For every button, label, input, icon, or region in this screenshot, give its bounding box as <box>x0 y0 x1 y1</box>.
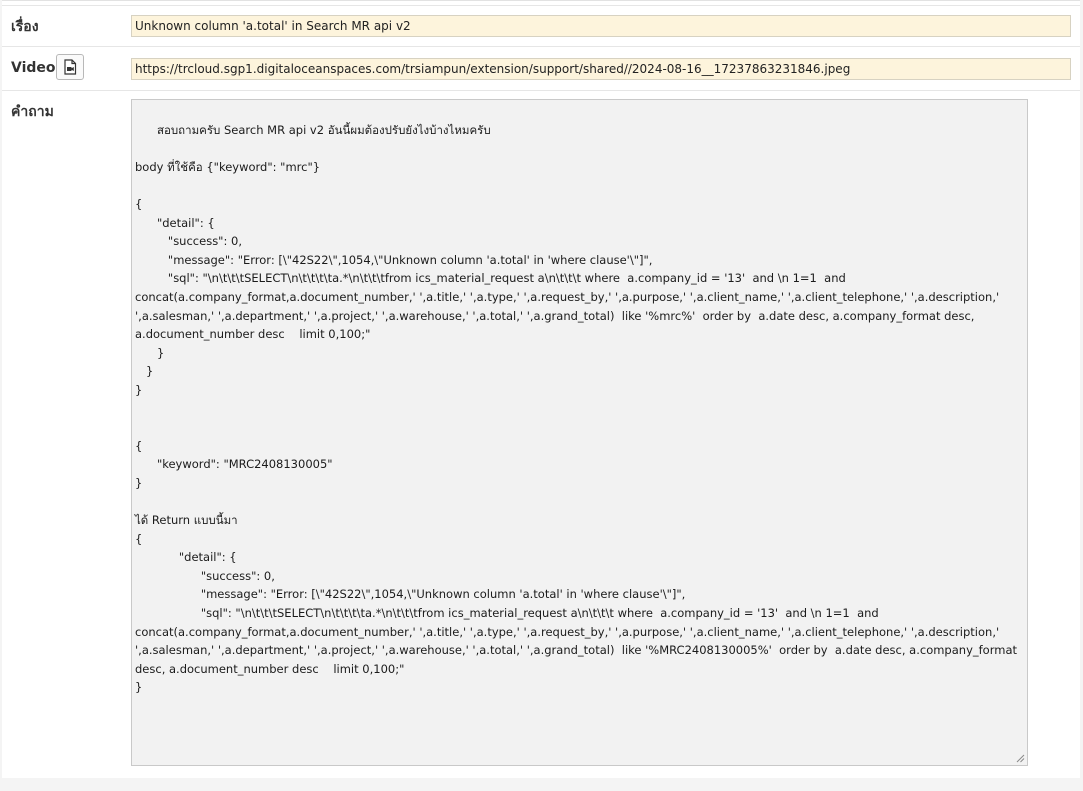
resize-grip-icon[interactable] <box>1016 754 1025 763</box>
question-label: คำถาม <box>11 104 54 120</box>
video-label: Video <box>11 60 56 76</box>
subject-field[interactable]: Unknown column 'a.total' in Search MR api v2 <box>131 15 1071 37</box>
video-file-icon <box>63 59 77 75</box>
question-textarea[interactable] <box>131 99 1028 766</box>
question-row <box>2 90 1080 779</box>
subject-label: เรื่อง <box>11 19 39 35</box>
video-url-field[interactable]: https://trcloud.sgp1.digitaloceanspaces.com/trsiampun/extension/support/shared//2024-08-16__17237863231846.jpeg <box>131 58 1071 80</box>
subject-row <box>2 5 1080 44</box>
video-file-button[interactable] <box>56 54 84 80</box>
question-text: สอบถามครับ Search MR api v2 อันนี้ผมต้องปรับยังไงบ้างไหมครับ body ที่ใช้คือ {"keyword": "mrc"} { "detail": { "success": 0, "message": "Error: [\"42S22\",1054,\"Unknown column 'a.total' in 'where clause'\"]", "sql": "\n\t\t\tSELECT\n\t\t\t\ta.*\n\t\t\tfrom ics_material_request a\n\t\t\t where a.company_id = '13' and \n 1=1 and concat(a.company_format,a.document_number,' ',a.title,' ',a.type,' ',a.request_by,' ',a.purpose,' ',a.client_name,' ',a.client_telephone,' ',a.description,' ',a.salesman,' ',a.department,' ',a.project,' ',a.warehouse,' ',a.total,' ',a.grand_total) like '%mrc%' order by a.date desc, a.company_format desc, a.document_number desc limit 0,100;" } } } { "keyword": "MRC2408130005" } ได้ Return แบบนี้มา { "detail": { "success": 0, "message": "Error: [\"42S22\",1054,\"Unknown column 'a.total' in 'where clause'\"]", "sql": "\n\t\t\tSELECT\n\t\t\t\ta.*\n\t\t\tfrom ics_material_request a\n\t\t\t where a.company_id = '13' and \n 1=1 and concat(a.company_format,a.document_number,' ',a.title,' ',a.type,' ',a.request_by,' ',a.purpose,' ',a.client_name,' ',a.client_telephone,' ',a.description,' ',a.salesman,' ',a.department,' ',a.project,' ',a.warehouse,' ',a.total,' ',a.grand_total) like '%MRC2408130005%' order by a.date desc, a.company_format desc, a.document_number desc limit 0,100;" } <box>135 122 1017 695</box>
support-ticket-form <box>2 0 1080 778</box>
video-row <box>2 46 1080 90</box>
